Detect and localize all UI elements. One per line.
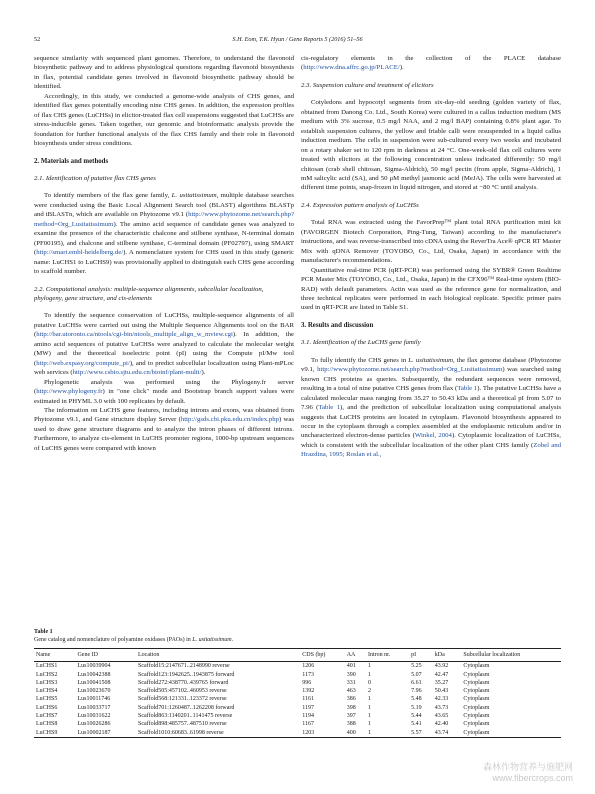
table-cell: Cytoplasm [463, 679, 490, 686]
running-title: S.H. Eom, T.K. Hyun / Gene Reports 5 (2016) 51–56 [232, 36, 363, 43]
table-cell: Lus10011746 [77, 696, 111, 703]
table-cell: Lus10042388 [77, 671, 111, 678]
bar-link[interactable]: http://bar.utoronto.ca/ntools/cgi-bin/ntools_multiple_align_w_mview.cgi [36, 331, 233, 339]
table-cell: Lus10041508 [77, 679, 111, 686]
citation-zobel-roslan[interactable]: Zobel and Hrazdina, 1995; Roslan et al., [301, 441, 561, 459]
table-1-ref[interactable]: Table 1 [457, 385, 478, 393]
text: To identify members of the flax gene family, [44, 192, 172, 200]
table-cell: 0 [367, 679, 371, 686]
paragraph-2-3: Cotyledons and hypocotyl segments from six-day-old seeding (golden variety of flax, obtained from Danong Co. Ltd., South Korea) were cultured in a callus induction medium (MS medium with 3% sucrose, 0.5 mg/l NAA, and 2 mg/l BAP) containing 0.8% plant agar. To establish suspension cultures, the yellow and friable calli were resuspended in a liquid callus induction medium. The cells in suspension were sub-cultured every two weeks and incubated on a rotary shaker set to 120 rpm in darkness at 24 °C. One-week-old flax cell cultures were treated with elicitors at the following concentration unless indicated differently: 50 mg/l chitosan (crab shell chitosan, Sigma-Aldrich), 50 mg/l pectin (from apple, Sigma-Aldrich), 1 mM salicylic acid (SA), and 50 μM methyl jasmonic acid (MeJA). The cells were harvested at different time points, snap-frozen in liquid nitrogen, and stored at −80 °C until analysis. [301, 99, 561, 192]
page-number: 52 [34, 36, 41, 43]
column-header: Location [138, 652, 160, 658]
table-cell: Cytoplasm [463, 721, 490, 728]
table-cell: 1161 [302, 696, 315, 703]
gsds-link[interactable]: http://gsds.cbi.pku.edu.cn/index.php [180, 416, 279, 424]
column-header: CDS (bp) [302, 652, 326, 658]
subsection-heading-2-3: 2.3. Suspension culture and treatment of elicitors [301, 81, 434, 89]
smart-link[interactable]: http://smart.embl-heidelberg.de/ [36, 249, 124, 257]
table-cell: Scaffold15:2147671..2148990 reverse [138, 663, 230, 670]
table-caption [34, 636, 561, 644]
table-cell: 43.92 [434, 663, 449, 670]
text: , multiple database searches were conducted using the Basic Local Alignment Search tool (BLAST) algorithms BLASTp and tBLASTn, which are available on Phytozome v9.1 ( [34, 192, 294, 219]
text: Phylogenetic analysis was performed using the Phylogeny.fr server ( [34, 378, 294, 396]
table-cell: 42.40 [434, 721, 449, 728]
right-column [301, 54, 561, 460]
table-cell: 1194 [302, 713, 315, 720]
place-link[interactable]: http://www.dna.affrc.go.jp/PLACE/ [303, 64, 400, 72]
table-cell: 5.19 [411, 704, 422, 711]
table-cell: 1173 [302, 671, 315, 678]
table-cell: Cytoplasm [463, 696, 490, 703]
table-cell: Cytoplasm [463, 704, 490, 711]
table-cell: 397 [346, 713, 356, 720]
paragraph-3-1 [301, 356, 561, 460]
text: ) was searched using known CHS proteins as queries. Subsequently, the redundant sequences were removed, resulting in a total of nine putative CHS genes from flax ( [301, 366, 562, 393]
table-row [34, 679, 561, 687]
table-cell: 5.25 [411, 663, 422, 670]
table-cell: 1 [367, 721, 371, 728]
table-header-row [34, 649, 561, 662]
table-cell: 5.44 [411, 713, 422, 720]
column-header: kDa [434, 652, 445, 658]
text: ). In addition, the amino acid sequences of putative LuCHSs were analyzed to calculate the molecular weight (MW) and the theoretical isoelectric point (pI) using the Compute pI/Mw tool ( [34, 331, 294, 367]
watermark [483, 762, 573, 784]
table-cell: Lus10033717 [77, 704, 111, 711]
table-cell: Scaffold898:485757..487510 reverse [138, 721, 227, 728]
accordingly-paragraph: Accordingly, in this study, we conducted a genome-wide analysis of CHS genes, and identified flax genes potentially encoding nine CHS genes. In addition, the expression profiles of flax CHS genes (LuCHSs) in elicitor-treated flax cell suspensions suggested that LuCHSs are stress-inducible genes. Taken together, our genomic and bioinformatic analysis provide the foundation for further functional analysis of the flax CHS family and their role in flavonoid biosynthesis under stress conditions. [34, 92, 294, 148]
table-cell: 1167 [302, 721, 315, 728]
table-cell: 331 [346, 679, 356, 686]
table-cell: 5.57 [411, 729, 422, 736]
expasy-link[interactable]: http://web.expasy.org/compute_pi/ [36, 359, 130, 367]
plant-mploc-link[interactable]: http://www.csbio.sjtu.edu.cn/bioinf/plant-multi/ [72, 369, 202, 377]
table-cell: 463 [346, 688, 356, 695]
text: ), and to predict subcellular localization using Plant-mPLoc web services ( [34, 359, 294, 377]
text: To fully identify the CHS genes in [311, 356, 409, 364]
species-name: L. usitatissimum [192, 637, 232, 643]
table-cell: Lus10031622 [77, 713, 111, 720]
table-cell: 1 [367, 704, 371, 711]
table-cell: 1197 [302, 704, 315, 711]
table-cell: Cytoplasm [463, 713, 490, 720]
citation-winkel[interactable]: Winkel, 2004 [414, 432, 452, 440]
table-cell: Scaffold505:457102..460953 reverse [138, 688, 227, 695]
table-cell: Lus10026286 [77, 721, 111, 728]
table-cell: LuCHS6 [36, 704, 58, 711]
left-column [34, 54, 294, 453]
table-cell: 996 [302, 679, 312, 686]
table-cell: 7.96 [411, 688, 422, 695]
table-cell: LuCHS9 [36, 729, 58, 736]
gene-catalog-table [34, 648, 561, 738]
table-row [34, 687, 561, 695]
subsection-heading-3-1: 3.1. Identification of the LuCHS gene family [301, 339, 421, 347]
text: The information on LuCHS gene features, including introns and exons, was obtained from Phytozome v9.1, and Gene structure display Server ( [34, 406, 294, 424]
table-cell: 1 [367, 696, 371, 703]
table-row [34, 704, 561, 712]
table-title: Table 1 [34, 629, 53, 635]
text: Gene catalog and nomenclature of polyamine oxidases (PAOs) in [34, 637, 193, 643]
table-row [34, 729, 561, 738]
section-heading-results: 3. Results and discussion [301, 321, 374, 329]
table-row [34, 662, 561, 671]
phytozome-link[interactable]: http://www.phytozome.net/search.php?method=Org_Lusitatissimum [317, 366, 503, 374]
table-cell: Scaffold123:1942625..1943875 forward [138, 671, 235, 678]
table-cell: LuCHS5 [36, 696, 58, 703]
table-cell: 401 [346, 663, 356, 670]
table-cell: Lus10039904 [77, 663, 111, 670]
table-cell: Cytoplasm [463, 688, 490, 695]
text: . [231, 637, 234, 643]
text: ) in "one click" mode and Bootstrap branch support values were estimated in PHYML 3.0 with 100 replicates by default. [34, 388, 294, 405]
species-name: L. usitatissimum [408, 356, 453, 364]
table-cell: 5.41 [411, 721, 422, 728]
page-header [34, 36, 561, 46]
table-cell: 390 [346, 671, 356, 678]
text: cis-regulatory elements in the collection of the PLACE database ( [301, 55, 561, 72]
table-cell: 5.48 [411, 696, 422, 703]
table-cell: 1392 [302, 688, 315, 695]
table-cell: Lus10002187 [77, 729, 111, 736]
table-cell: LuCHS4 [36, 688, 58, 695]
text: ). [399, 64, 404, 72]
table-cell: 35.27 [434, 679, 449, 686]
text: ). [201, 369, 206, 377]
table-1 [34, 628, 561, 738]
section-heading-materials: 2. Materials and methods [34, 157, 109, 165]
paragraph-2-4-a: Total RNA was extracted using the FavorPrep™ plant total RNA purification mini kit (FAVORGEN Biotech Corporation, Ping-Tung, Taiwan) according to the manufacturer's instructions, and was reverse-transcribed into cDNA using the ReverTra Ace® qPCR RT Master Mix with qDNA Remover (TOYOBO, Co., Ltd, Osaka, Japan) in accordance with the manufacturer's recommendations. [301, 219, 561, 265]
table-cell: 50.43 [434, 688, 449, 695]
table-row [34, 695, 561, 703]
table-cell: 400 [346, 729, 356, 736]
table-row [34, 712, 561, 720]
column-header: Subcellular localization [463, 652, 521, 658]
table-body [34, 662, 561, 738]
phytozome-link[interactable]: http://www.phytozome.net/search.php?method=Org_Lusitatissimum [34, 211, 294, 228]
species-name: L. usitatissimum [171, 192, 217, 200]
table-cell: 6.61 [411, 679, 422, 686]
table-cell: 43.74 [434, 729, 449, 736]
table-cell: 43.73 [434, 704, 449, 711]
table-cell: 398 [346, 704, 356, 711]
table-cell: 388 [346, 721, 356, 728]
table-cell: 43.65 [434, 713, 449, 720]
table-cell: Scaffold1010:60683..61998 reverse [138, 729, 224, 736]
text: To identify the sequence conservation of LuCHSs, multiple-sequence alignments of all putative LuCHSs were carried out using the Multiple Sequence Alignments tool on the BAR ( [34, 312, 294, 339]
subsection-heading-2-1: 2.1. Identification of putative flax CHS genes [34, 174, 156, 182]
text: ). A nomenclature system for CHS used in this study (generic name: LuCHS1 to LuCHS9) was provisionally applied to distinguish each CHS gene according to scaffold number. [34, 249, 294, 276]
column-header: AA [346, 652, 356, 658]
paragraph-2-2 [34, 311, 294, 377]
table-cell: Cytoplasm [463, 729, 490, 736]
table-cell: 386 [346, 696, 356, 703]
table-cell: 42.33 [434, 696, 449, 703]
phylogeny-paragraph [34, 378, 294, 406]
table-cell: 1203 [302, 729, 315, 736]
table-1-ref[interactable]: Table 1 [318, 404, 341, 412]
table-cell: LuCHS8 [36, 721, 58, 728]
table-cell: 5.07 [411, 671, 422, 678]
watermark-line-1: 森林作物营养与施肥网 [482, 762, 573, 772]
subsection-heading-2-2: 2.2. Computational analysis: multiple-sequence alignments, subcellular localization, phylogeny, gene structure, and cis-elements [34, 285, 264, 302]
table-cell: 1 [367, 663, 371, 670]
table-cell: 1206 [302, 663, 315, 670]
table-cell: Lus10023670 [77, 688, 111, 695]
text: ). The amino acid sequence of candidate genes was analyzed to examine the presence of the characteristic chalcone and stilbene synthase, N-terminal domain (PF00195), and chalcone and stilbene synthase, C-terminal domain (PF02797), using SMART ( [34, 220, 294, 257]
table-cell: 1 [367, 729, 371, 736]
table-cell: Scaffold272:438770..439765 forward [138, 679, 229, 686]
paragraph-2-4-b: Quantitative real-time PCR (qRT-PCR) was performed using the SYBR® Green Realtime PCR Master Mix (TOYOBO, Co., Ltd., Osaka, Japan) in the CFX96™ Real-time system (BIO-RAD) with default parameters. Actin was used as the reference gene for normalization, and three technical replicates were performed in each biological replicate. Specific primer pairs used in qRT-PCR are listed in Table S1. [301, 266, 561, 312]
table-cell: Cytoplasm [463, 671, 490, 678]
watermark-line-2: www.fibercrops.com [492, 773, 573, 783]
column-header: Intron nr. [367, 652, 391, 658]
paragraph-2-1 [34, 191, 294, 276]
table-cell: 1 [367, 671, 371, 678]
table-cell: Scaffold568:121331..123372 reverse [138, 696, 227, 703]
text: ) was used to draw gene structure diagrams and to analyze the intron phases of different introns. Furthermore, to analyze cis-element in LuCHS promoter regions, 1000-bp upstream sequences of LuCHS genes were compared with known [34, 416, 294, 452]
gene-structure-paragraph [34, 406, 294, 453]
table-cell: Cytoplasm [463, 663, 490, 670]
table-cell: LuCHS1 [36, 663, 58, 670]
text: ). Cytoplasmic localization of LuCHSs, which is consistent with the subcellular localization of the other plant CHS family ( [301, 432, 561, 449]
continued-paragraph [301, 54, 561, 73]
column-header: Name [36, 652, 51, 658]
table-row [34, 720, 561, 728]
table-cell: LuCHS7 [36, 713, 58, 720]
intro-paragraph: sequence similarity with sequenced plant genomes. Therefore, to understand the flavonoid biosynthetic pathway and to address physiological questions regarding flavonoid biosynthesis in flax, potential candidate genes involved in flavonoid biosynthetic pathway should be identified. [34, 55, 294, 91]
column-header: Gene ID [77, 652, 98, 658]
table-cell: Scaffold863:1140201..1141475 reverse [138, 713, 233, 720]
phylogeny-link[interactable]: http://www.phylogeny.fr [36, 388, 103, 396]
subsection-heading-2-4: 2.4. Expression pattern analysis of LuCHSs [301, 201, 419, 209]
text: , the flax genome database (Phytozome v9.1, [301, 356, 561, 374]
table-row [34, 671, 561, 679]
table-cell: 2 [367, 688, 371, 695]
table-cell: 1 [367, 713, 371, 720]
table-cell: LuCHS3 [36, 679, 58, 686]
text: ), and the prediction of subcellular localization using computational analysis suggests that LuCHS proteins are located in cytoplasm. Flavonoid biosynthesis appeared to occur in the cytoplasm through a complex assembled at the endoplasmic reticulum and/or in uncharacterized electron-dense particles ( [301, 404, 561, 440]
table-cell: LuCHS2 [36, 671, 58, 678]
text: ). The putative LuCHSs have a calculated molecular mass ranging from 35.27 to 50.43 kDa and a theoretical pI from 5.07 to 7.96 ( [301, 385, 562, 412]
table-cell: 42.47 [434, 671, 449, 678]
column-header: pI [411, 652, 417, 658]
table-cell: Scaffold701:1260487..1262208 forward [138, 704, 235, 711]
